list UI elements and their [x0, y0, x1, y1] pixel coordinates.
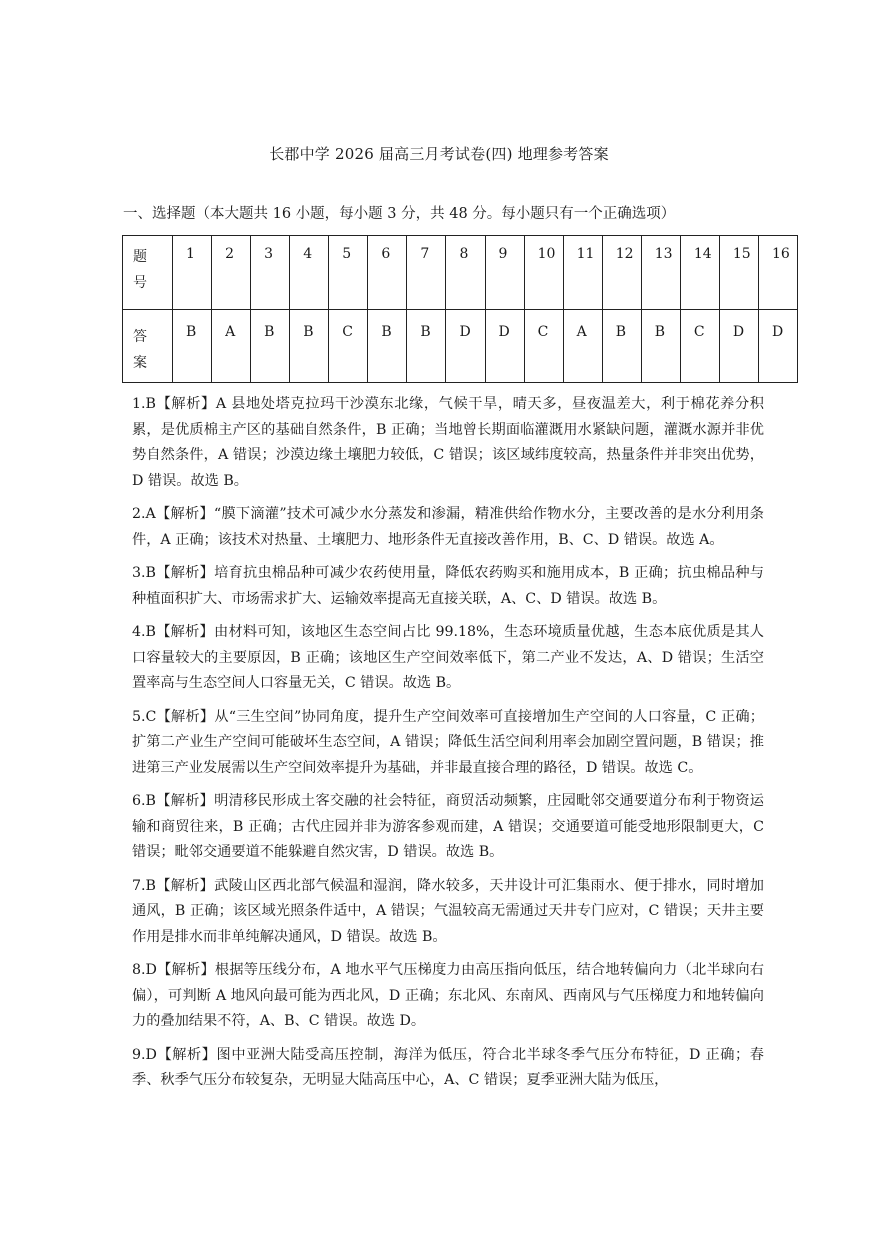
answer-cell: B [173, 309, 212, 383]
row-header-char: 号 [133, 275, 147, 291]
question-number: 1 [173, 236, 212, 310]
question-number: 11 [563, 236, 602, 310]
answer-cell: B [290, 309, 329, 383]
row-header-char: 案 [133, 354, 147, 371]
answer-cell: D [446, 309, 485, 383]
question-number: 10 [524, 236, 563, 310]
section-heading: 一、选择题（本大题共 16 小题，每小题 3 分，共 48 分。每小题只有一个正确选项） [123, 206, 676, 222]
answer-row [123, 309, 798, 383]
question-number: 7 [407, 236, 446, 310]
answer-cell: B [602, 309, 641, 383]
row-header-answer [123, 309, 173, 383]
question-number: 9 [485, 236, 524, 310]
answer-cell: D [485, 309, 524, 383]
question-number: 4 [290, 236, 329, 310]
question-number: 8 [446, 236, 485, 310]
question-number: 2 [212, 236, 251, 310]
question-number: 14 [680, 236, 719, 310]
explanation-item: 8.D【解析】根据等压线分布，A 地水平气压梯度力由高压指向低压，结合地转偏向力（北半球向右偏），可判断 A 地风向最可能为西北风，D 正确；东北风、东南风、西南风与气压梯度力和地转偏向力的叠加结果不符，A、B、C 错误。故选 D。 [132, 962, 764, 1029]
answer-cell: D [719, 309, 758, 383]
explanation-item: 5.C【解析】从“三生空间”协同角度，提升生产空间效率可直接增加生产空间的人口容量，C 正确；扩第二产业生产空间可能破坏生态空间，A 错误；降低生活空间利用率会加剧空置问题，B 错误；推进第三产业发展需以生产空间效率提升为基础，并非最直接合理的路径，D 错误。故选 C。 [132, 708, 764, 776]
question-number: 3 [251, 236, 290, 310]
row-header-char: 答 [133, 328, 147, 345]
question-number: 16 [758, 236, 797, 310]
row-header-char: 题 [133, 249, 147, 265]
answer-cell: B [641, 309, 680, 383]
explanation-item: 4.B【解析】由材料可知，该地区生态空间占比 99.18%，生态环境质量优越，生态本底优质是其人口容量较大的主要原因，B 正确；该地区生产空间效率低下，第二产业不发达，A、D 错误；生活空置率高与生态空间人口容量无关，C 错误。故选 B。 [132, 624, 764, 691]
answer-cell: B [407, 309, 446, 383]
answer-cell: A [212, 309, 251, 383]
page-title: 长郡中学 2026 届高三月考试卷(四) 地理参考答案 [269, 145, 609, 163]
question-number: 15 [719, 236, 758, 310]
explanation-item: 9.D【解析】图中亚洲大陆受高压控制，海洋为低压，符合北半球冬季气压分布特征，D 正确；春季、秋季气压分布较复杂，无明显大陆高压中心，A、C 错误；夏季亚洲大陆为低压， [132, 1046, 764, 1088]
answer-cell: C [680, 309, 719, 383]
explanation-item: 2.A【解析】“膜下滴灌”技术可减少水分蒸发和渗漏，精准供给作物水分，主要改善的是水分利用条件，A 正确；该技术对热量、土壤肥力、地形条件无直接改善作用，B、C、D 错误。故选 A。 [132, 506, 764, 548]
question-number: 12 [602, 236, 641, 310]
explanation-item: 3.B【解析】培育抗虫棉品种可减少农药使用量，降低农药购买和施用成本，B 正确；抗虫棉品种与种植面积扩大、市场需求扩大、运输效率提高无直接关联，A、C、D 错误。故选 B。 [132, 565, 764, 607]
question-number: 5 [329, 236, 368, 310]
question-number-row [123, 236, 798, 310]
answer-cell: D [758, 309, 797, 383]
explanation-list [132, 392, 764, 1102]
explanation-item: 6.B【解析】明清移民形成土客交融的社会特征，商贸活动频繁，庄园毗邻交通要道分布利于物资运输和商贸往来，B 正确；古代庄园并非为游客参观而建，A 错误；交通要道可能受地形限制更大，C 错误；毗邻交通要道不能躲避自然灾害，D 错误。故选 B。 [132, 793, 764, 860]
explanation-item: 1.B【解析】A 县地处塔克拉玛干沙漠东北缘，气候干旱，晴天多，昼夜温差大，利于棉花养分积累，是优质棉主产区的基础自然条件，B 正确；当地曾长期面临灌溉用水紧缺问题，灌溉水源并非优势自然条件，A 错误；沙漠边缘土壤肥力较低，C 错误；该区域纬度较高，热量条件并非突出优势，D 错误。故选 B。 [132, 396, 764, 489]
question-number: 6 [368, 236, 407, 310]
explanation-item: 7.B【解析】武陵山区西北部气候温和湿润，降水较多，天井设计可汇集雨水、便于排水，同时增加通风，B 正确；该区域光照条件适中，A 错误；气温较高无需通过天井专门应对，C 错误；天井主要作用是排水而非单纯解决通风，D 错误。故选 B。 [132, 877, 764, 945]
answer-cell: B [368, 309, 407, 383]
answer-cell: C [524, 309, 563, 383]
answer-cell: A [563, 309, 602, 383]
answer-cell: C [329, 309, 368, 383]
row-header-number [123, 236, 173, 310]
answer-cell: B [251, 309, 290, 383]
answer-table [122, 235, 798, 383]
question-number: 13 [641, 236, 680, 310]
